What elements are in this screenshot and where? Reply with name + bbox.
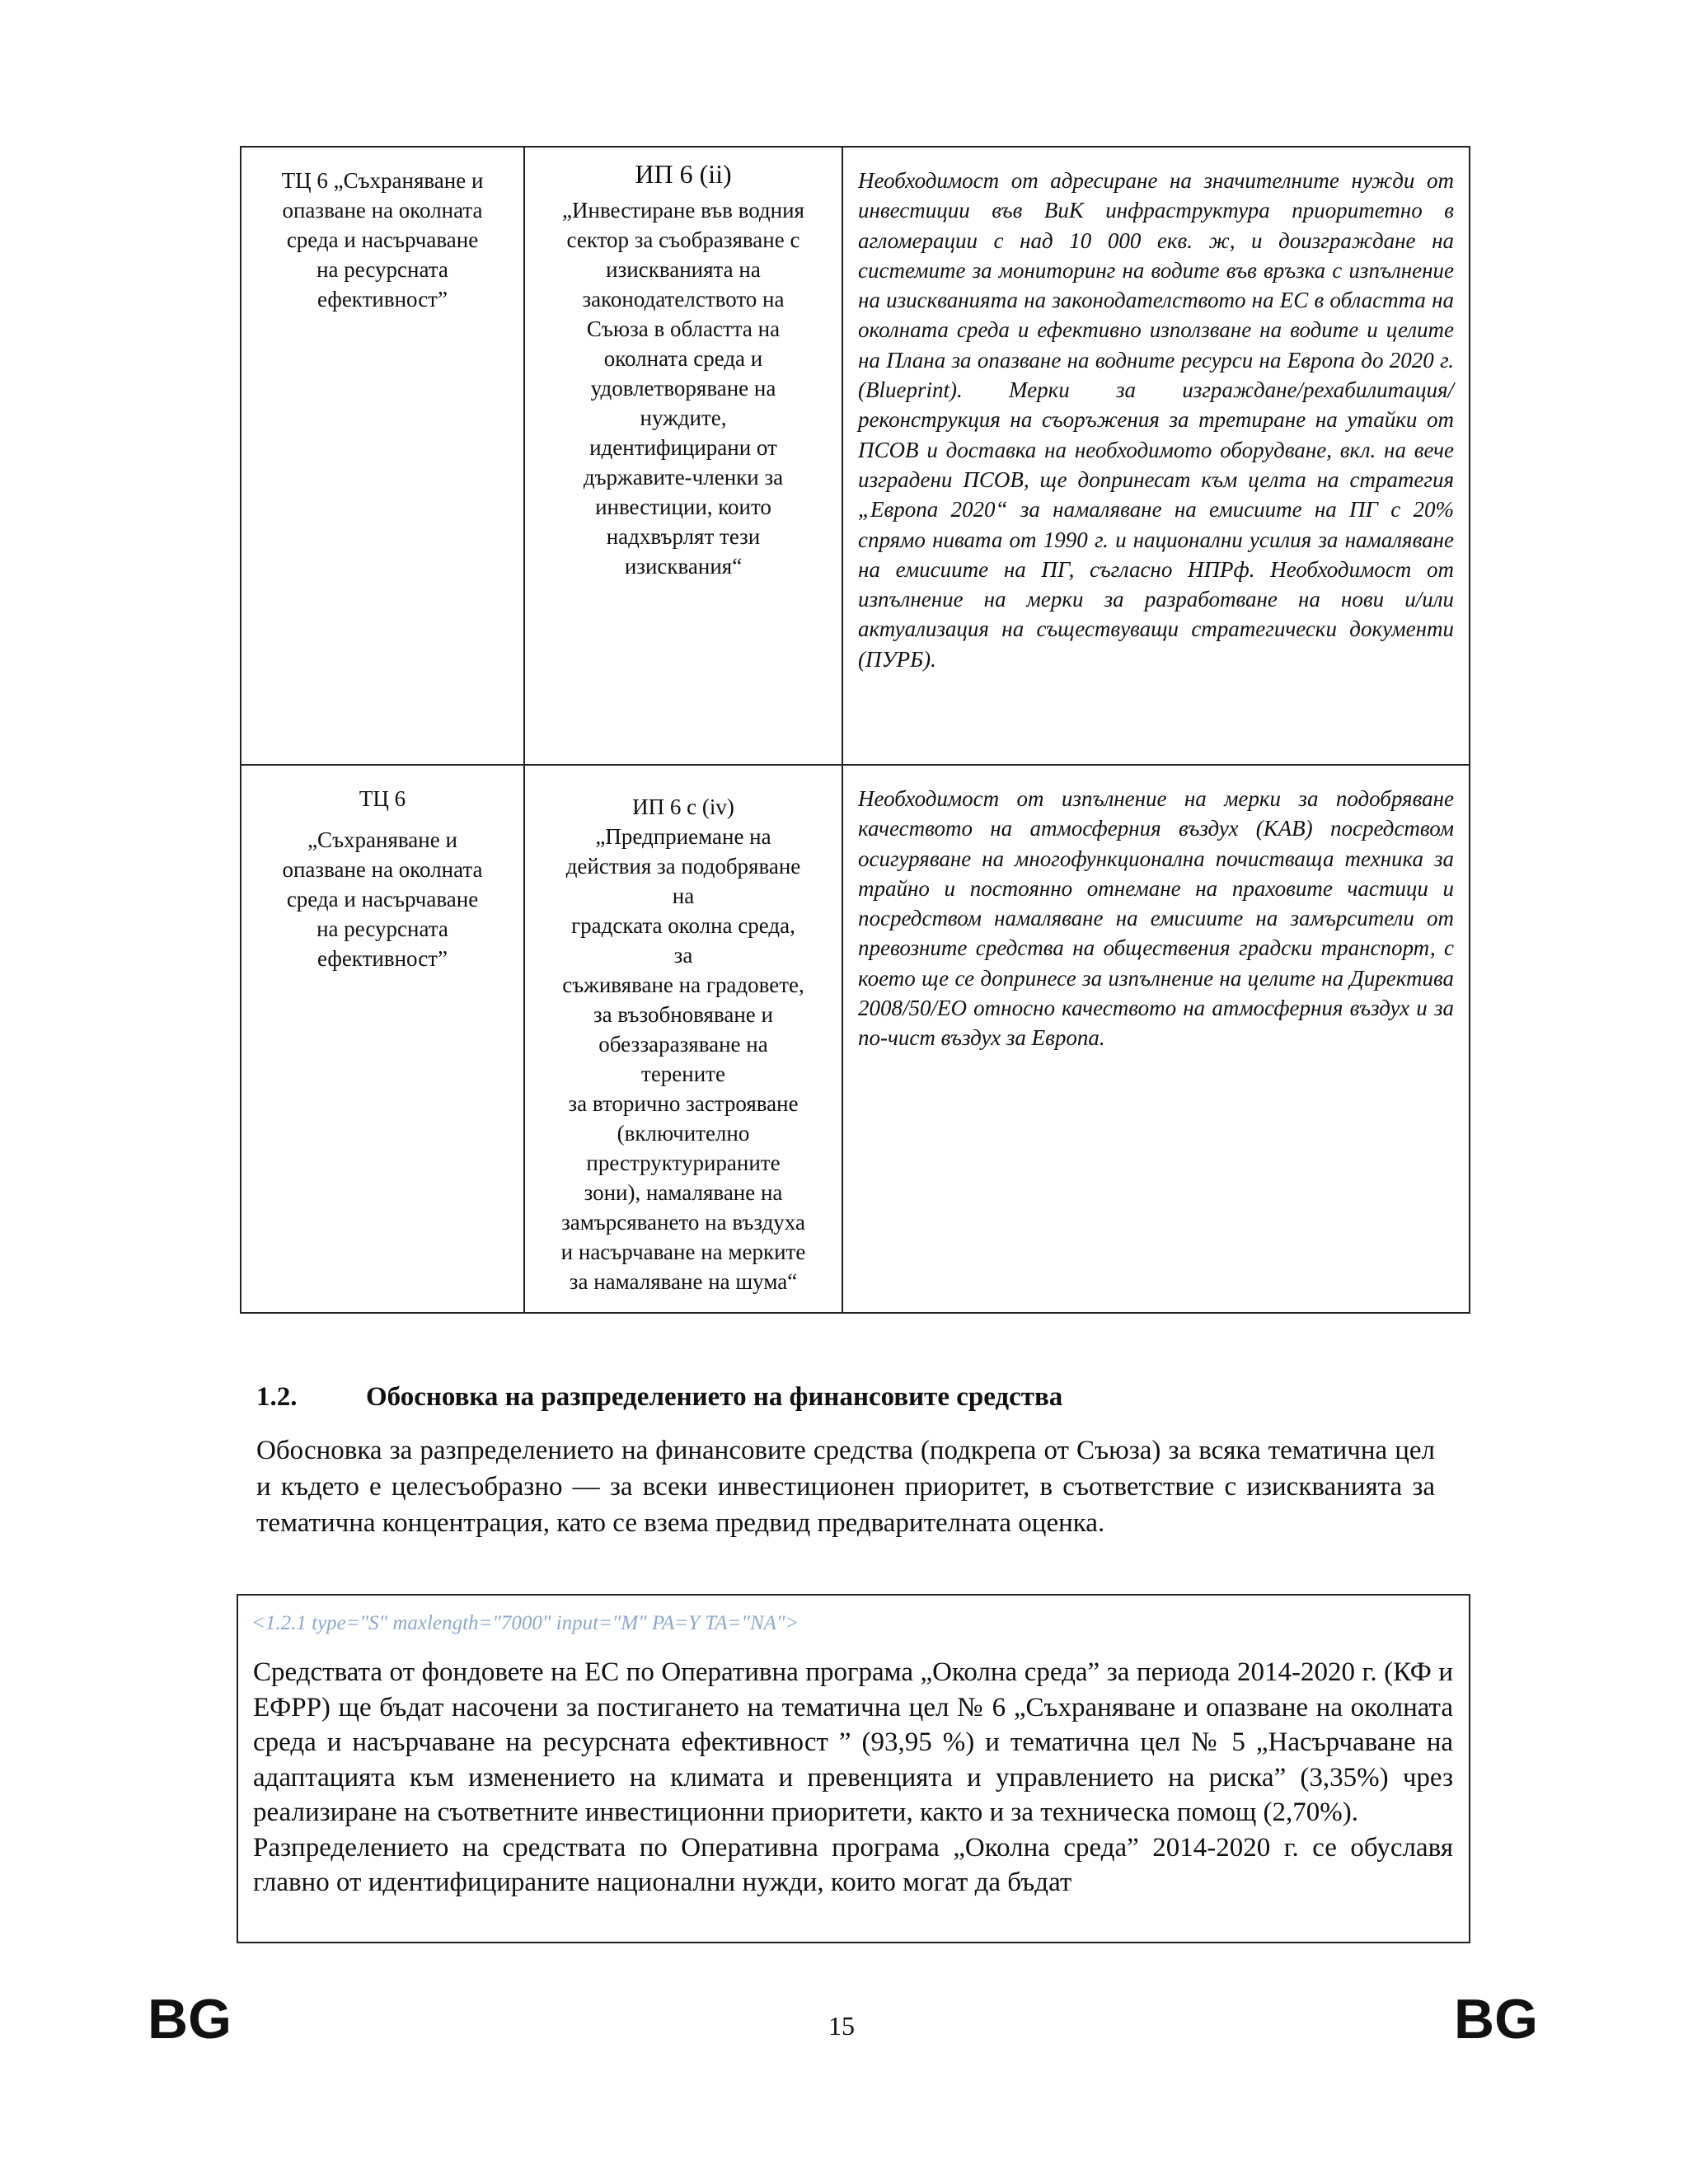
text-line: за [673, 943, 693, 968]
thematic-objective-text [241, 784, 523, 973]
thematic-objective-cell [241, 765, 524, 1313]
section-number: 1.2. [256, 1382, 298, 1412]
text-line: (включително [617, 1121, 750, 1146]
text-line: ТЦ 6 „Съхраняване и [281, 168, 484, 193]
text-line: опазване на околната [282, 198, 483, 223]
text-line: „Съхраняване и [307, 827, 457, 852]
text-line: зони), намаляване на [584, 1180, 783, 1205]
text-line: среда и насърчаване [286, 887, 479, 912]
text-line: опазване на околната [282, 857, 483, 882]
text-line: на ресурсната [316, 916, 448, 941]
text-line: за намаляване на шума“ [569, 1269, 798, 1294]
text-line: инвестиции, които [595, 494, 771, 519]
text-line: сектор за съобразяване с [566, 227, 800, 252]
text-line: и насърчаване на мерките [560, 1240, 806, 1264]
text-line: ефективност” [317, 946, 448, 971]
text-line: Съюза в областта на [586, 316, 781, 341]
justification-text: Необходимост от адресиране на значителните нужди от инвестиции във ВиК инфраструктура приоритетно в агломерации с над 10 000 екв. ж, и доизграждане на системите за мониторинг на водите във връзка с изпълнение на изискванията на законодателството на ЕС в областта на околната среда и ефективно използване на водите и целите на Плана за опазване на водните ресурси на Европа до 2020 г. (Blueprint). Мерки за изграждане/рехабилитация/реконструкция на съоръжения за третиране на утайки от ПСОВ и доставка на необходимото оборудване, вкл. на вече изградени ПСОВ, ще допринесат към целта на стратегия „Европа 2020“ за намаляване на емисиите на ПГ с 20% спрямо нивата от 1990 г. и национални усилия за намаляване на емисиите на ПГ, съгласно НПРф. Необходимост от изпълнение на мерки за разработване на нови и/или актуализация на съществуващи стратегически документи (ПУРБ). [858, 168, 1454, 672]
text-line: на ресурсната [316, 257, 448, 282]
priority-code: ИП 6 (ii) [635, 159, 732, 189]
text-line: действия за подобряване [565, 854, 801, 879]
thematic-objective-text [241, 166, 523, 314]
text-line: „Инвестиране във водния [562, 198, 804, 223]
text-line: съживяване на градовете, [562, 972, 804, 997]
footer-language-label-right: BG [1454, 1988, 1538, 2050]
text-input-box [237, 1594, 1470, 1943]
text-line: за вторично застрояване [568, 1091, 799, 1116]
section-title: Обосновка на разпределението на финансовите средства [366, 1382, 1063, 1412]
thematic-objective-cell [241, 147, 524, 765]
text-line: ефективност” [317, 287, 448, 312]
text-line: за възобновяване и [593, 1002, 773, 1027]
table-row [241, 765, 1470, 1313]
table-row [241, 147, 1470, 765]
text-line: терените [641, 1062, 725, 1086]
text-line: изисквания“ [624, 554, 743, 579]
justification-text: Необходимост от изпълнение на мерки за подобряване качеството на атмосферния въздух (КАВ) посредством осигуряване на многофункционална почистваща техника за трайно и постоянно отнемане на праховите частици и посредством намаляване на емисиите на замърсители от превозните средства на обществения градски транспорт, с което ще се допринесе за изпълнение на целите на Директива 2008/50/ЕО относно качеството на атмосферния въздух и за по-чист въздух за Европа. [858, 786, 1454, 1051]
priority-code: ИП 6 с (iv) [632, 794, 734, 819]
objective-title: ТЦ 6 [359, 786, 406, 811]
box-paragraph: Средствата от фондовете на ЕС по Оперативна програма „Околна среда” за периода 2014-2020 г. (КФ и ЕФРР) ще бъдат насочени за постигането на тематична цел № 6 „Съхраняване и опазване на околната среда и насърчаване на ресурсната ефективност ” (93,95 %) и тематична цел № 5 „Насърчаване на адаптацията към изменението на климата и превенцията и управлението на риска” (3,35%) чрез реализиране на съответните инвестиционни приоритети, както и за техническа помощ (2,70%). [253, 1657, 1453, 1827]
text-line: среда и насърчаване [286, 227, 479, 252]
justification-cell [842, 147, 1470, 765]
text-line: обеззаразяване на [598, 1032, 768, 1057]
text-line: законодателството на [582, 287, 785, 312]
page-number: 15 [828, 2011, 855, 2041]
section-heading [256, 1382, 1062, 1413]
text-line: надхвърлят тези [606, 524, 761, 549]
text-line: „Предприемане на [595, 824, 771, 849]
text-line: околната среда и [603, 346, 763, 371]
text-line: изискванията на [606, 257, 761, 282]
priorities-table [240, 146, 1470, 1314]
box-paragraph: Разпределението на средствата по Оперативна програма „Околна среда” 2014-2020 г. се обуславя главно от идентифицираните национални нужди, които могат да бъдат [253, 1832, 1453, 1897]
text-line: градската околна среда, [571, 913, 795, 938]
box-text [253, 1655, 1453, 1900]
text-line: нуждите, [640, 405, 727, 430]
justification-cell [842, 765, 1470, 1313]
field-tag: <1.2.1 type="S" maxlength="7000" input="M" PA=Y TA="NA"> [251, 1612, 799, 1634]
investment-priority-cell [524, 147, 842, 765]
investment-priority-text [525, 792, 842, 1296]
text-line: удовлетворяване на [590, 376, 776, 401]
investment-priority-text [525, 156, 842, 581]
text-line: държавите-членки за [583, 465, 784, 490]
text-line: преструктурираните [586, 1151, 781, 1175]
investment-priority-cell [524, 765, 842, 1313]
footer-language-label-left: BG [148, 1988, 232, 2050]
text-line: на [672, 883, 695, 908]
text-line: идентифицирани от [589, 435, 777, 460]
text-line: замърсяването на въздуха [561, 1210, 805, 1235]
section-intro: Обосновка за разпределението на финансовите средства (подкрепа от Съюза) за всяка тематична цел и където е целесъобразно — за всеки инвестиционен приоритет, в съответствие с изискванията за тематична концентрация, като се взема предвид предварителната оценка. [256, 1436, 1435, 1538]
